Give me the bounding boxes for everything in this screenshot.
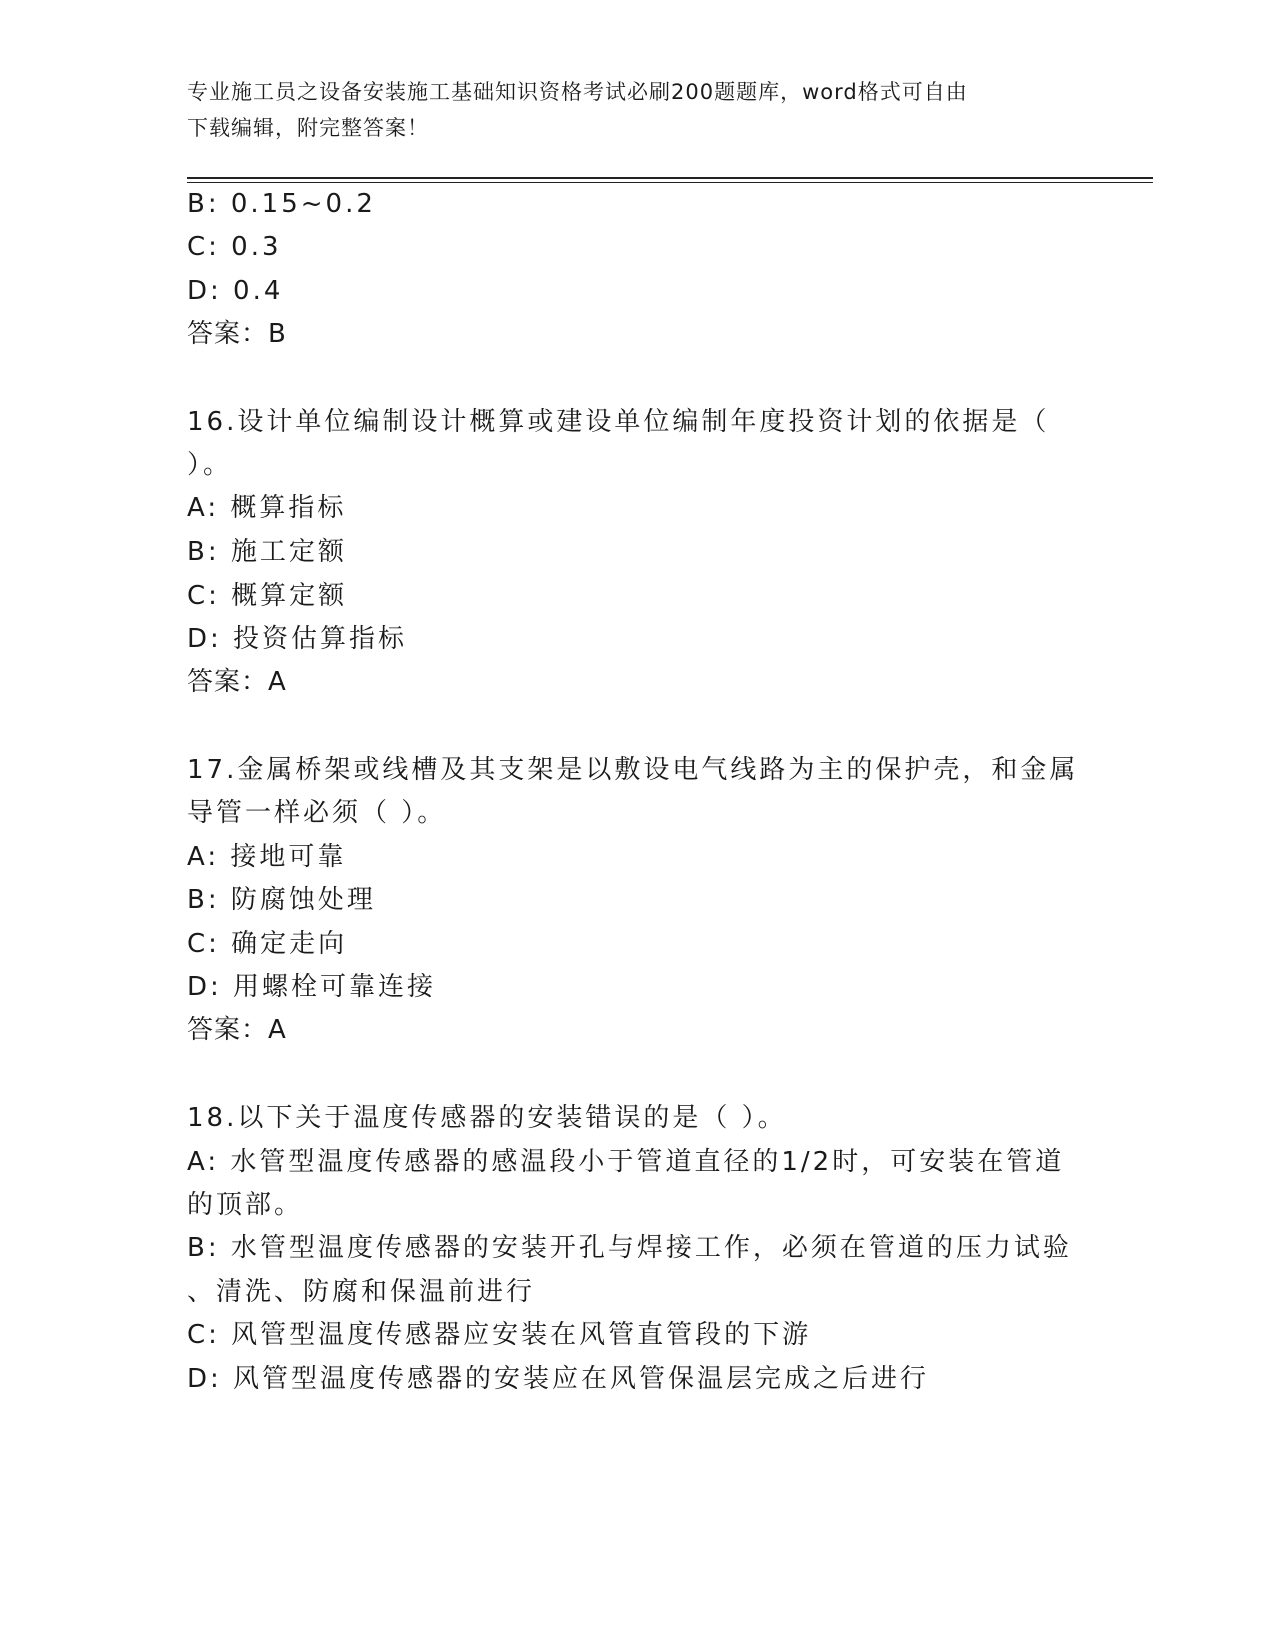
q17-option-a: A: 接地可靠 bbox=[187, 842, 347, 872]
q18-option-b-line-2: 、清洗、防腐和保温前进行 bbox=[187, 1277, 536, 1307]
header-line-2: 下载编辑，附完整答案！ bbox=[187, 116, 429, 140]
header-divider-thick bbox=[187, 177, 1153, 179]
q17-option-c: C: 确定走向 bbox=[187, 929, 348, 959]
q16-question-line-2: ）。 bbox=[187, 450, 233, 480]
q15-option-c: C: 0.3 bbox=[187, 232, 282, 262]
header-divider-thin bbox=[187, 182, 1153, 183]
document-header bbox=[187, 74, 1067, 146]
q17-answer: 答案：A bbox=[187, 1015, 287, 1045]
q15-answer: 答案：B bbox=[187, 319, 287, 349]
q16-option-a: A: 概算指标 bbox=[187, 493, 347, 523]
q18-option-d: D: 风管型温度传感器的安装应在风管保温层完成之后进行 bbox=[187, 1364, 930, 1394]
q16-option-c: C: 概算定额 bbox=[187, 581, 348, 611]
q16-option-d: D: 投资估算指标 bbox=[187, 624, 408, 654]
q17-option-b: B: 防腐蚀处理 bbox=[187, 885, 376, 915]
header-line-1: 专业施工员之设备安装施工基础知识资格考试必刷200题题库，word格式可自由 bbox=[187, 80, 968, 104]
q18-option-c: C: 风管型温度传感器应安装在风管直管段的下游 bbox=[187, 1320, 812, 1350]
q18-question: 18.以下关于温度传感器的安装错误的是（ ）。 bbox=[187, 1103, 787, 1133]
q17-option-d: D: 用螺栓可靠连接 bbox=[187, 972, 437, 1002]
q18-option-a-line-1: A: 水管型温度传感器的感温段小于管道直径的1/2时，可安装在管道 bbox=[187, 1147, 1065, 1177]
q16-option-b: B: 施工定额 bbox=[187, 537, 347, 567]
q16-question-line-1: 16.设计单位编制设计概算或建设单位编制年度投资计划的依据是（ bbox=[187, 407, 1050, 437]
q15-option-b: B: 0.15~0.2 bbox=[187, 189, 376, 219]
q17-question-line-1: 17.金属桥架或线槽及其支架是以敷设电气线路为主的保护壳，和金属 bbox=[187, 755, 1079, 785]
q15-option-d: D: 0.4 bbox=[187, 276, 284, 306]
q18-option-a-line-2: 的顶部。 bbox=[187, 1190, 304, 1220]
q16-answer: 答案：A bbox=[187, 667, 287, 697]
q18-option-b-line-1: B: 水管型温度传感器的安装开孔与焊接工作，必须在管道的压力试验 bbox=[187, 1233, 1072, 1263]
q17-question-line-2: 导管一样必须（ ）。 bbox=[187, 798, 447, 828]
